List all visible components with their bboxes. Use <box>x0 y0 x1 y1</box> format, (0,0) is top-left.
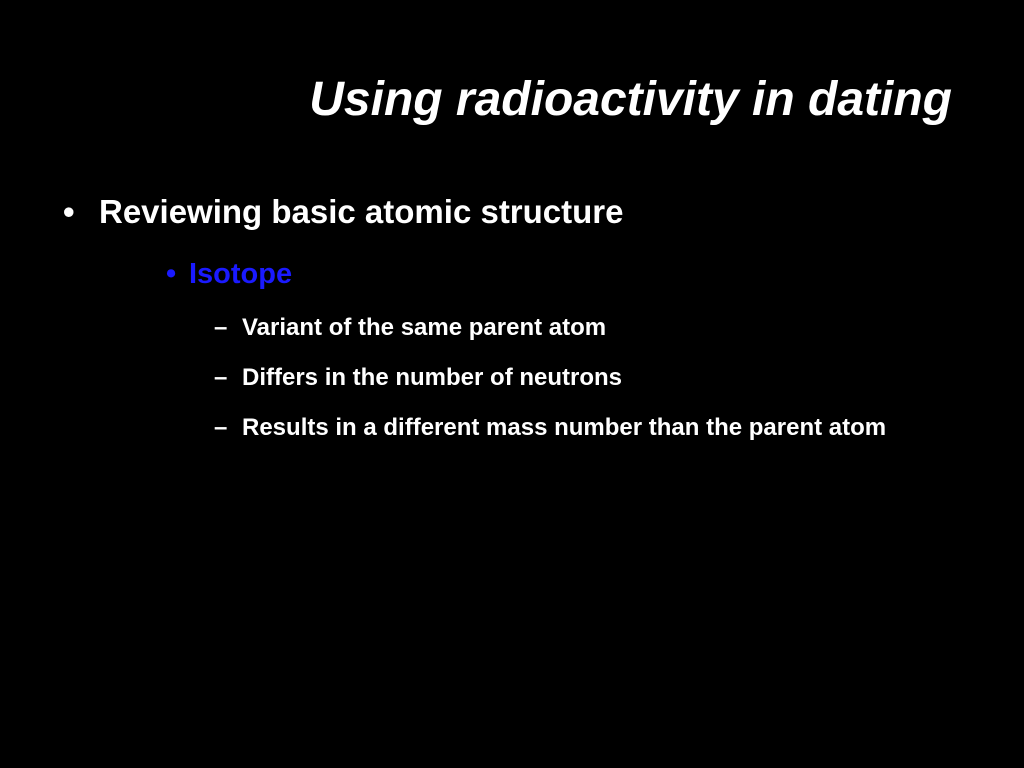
sub-bullet-item <box>214 408 994 448</box>
sub-bullet-text: Variant of the same parent atom <box>242 314 607 341</box>
sub-bullet-text: Differs in the number of neutrons <box>242 364 623 391</box>
sub-bullet-list <box>214 308 994 458</box>
slide-title: Using radioactivity in dating <box>309 73 952 126</box>
sub-bullet-item <box>214 308 994 348</box>
dash-icon: – <box>214 414 228 441</box>
bullet-level2-text: Isotope <box>189 258 293 290</box>
bullet-level2 <box>166 255 292 293</box>
bullet-dot-icon: • <box>63 193 75 230</box>
dash-icon: – <box>214 314 228 341</box>
dash-icon: – <box>214 364 228 391</box>
sub-bullet-item <box>214 358 994 398</box>
bullet-level1-text: Reviewing basic atomic structure <box>99 193 624 230</box>
sub-bullet-text: Results in a different mass number than the parent atom <box>242 414 887 441</box>
bullet-level1 <box>63 190 624 234</box>
bullet-dot-icon: • <box>166 258 177 290</box>
